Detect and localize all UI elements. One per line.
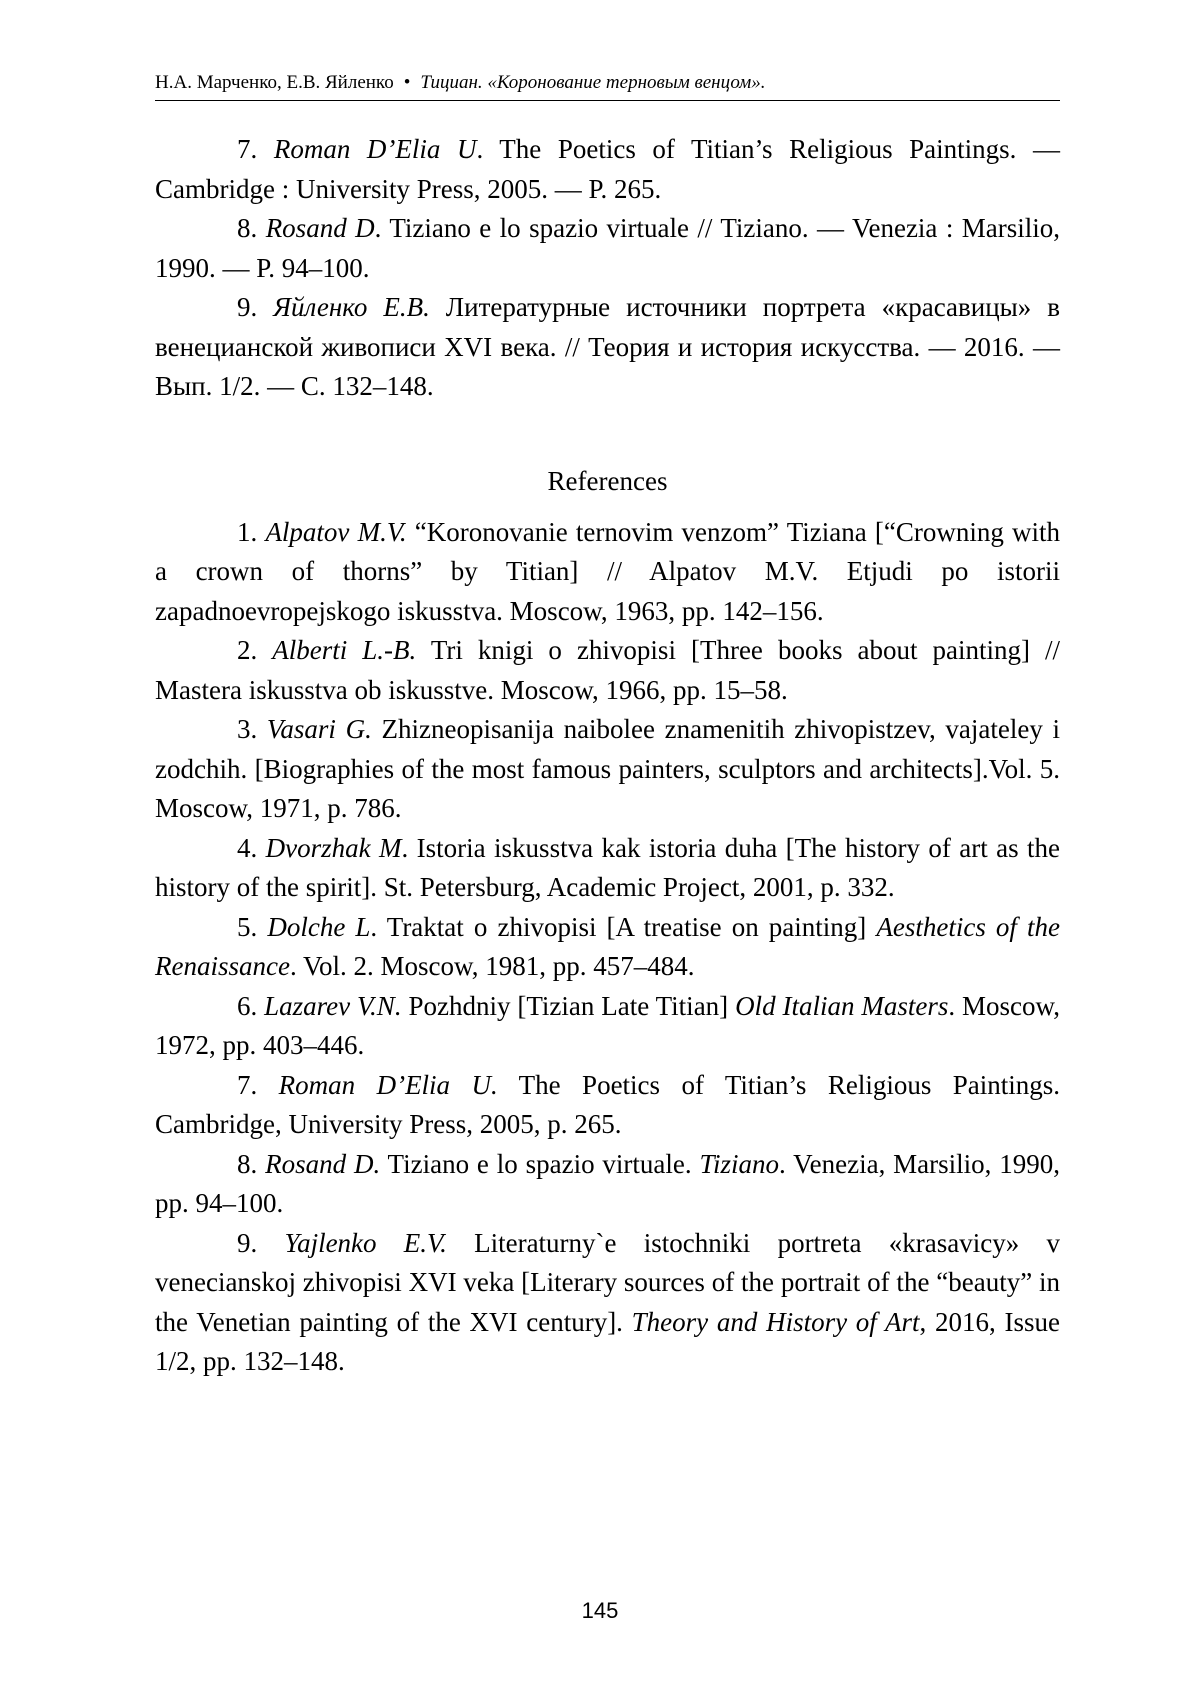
entry-text: Pozhdniy [Tizian Late Titian] xyxy=(401,990,736,1021)
entry-number: 4. xyxy=(237,832,266,863)
entry-author: Lazarev V.N. xyxy=(264,990,402,1021)
entry-author: Vasari G. xyxy=(266,714,372,744)
reference-entry xyxy=(155,1224,1060,1382)
reference-entry xyxy=(155,710,1060,829)
entry-author: Alberti L.-B. xyxy=(272,635,417,665)
entry-tail: . Moscow, 1972, pp. 403–446. xyxy=(155,990,1060,1060)
entry-source: Aesthetics of the Renaissance xyxy=(155,911,1060,981)
entry-author: Roman D’Elia U xyxy=(273,134,477,164)
entry-text: Tiziano e lo spazio virtuale. xyxy=(380,1148,700,1179)
page-number: 145 xyxy=(581,1598,619,1623)
running-header xyxy=(155,66,1060,101)
entry-author: Roman D’Elia U. xyxy=(278,1069,498,1100)
entry-text: Литературные источники портрета «красавицы» в венецианской живописи XVI века. // Теория и история искусства. — 2016. — Вып. 1/2. — С. 132–148. xyxy=(155,292,1060,401)
bibliography-entry xyxy=(155,209,1060,288)
entry-tail: . Venezia, Marsilio, 1990, pp. 94–100. xyxy=(155,1148,1061,1218)
reference-entry xyxy=(155,1145,1060,1224)
reference-entry xyxy=(155,908,1060,987)
entry-author: Dvorzhak M xyxy=(265,832,402,863)
entry-number: 9. xyxy=(237,1227,285,1258)
entry-number: 9. xyxy=(237,292,274,322)
bibliography-entry xyxy=(155,288,1060,407)
entry-text: The Poetics of Titian’s Religious Paintings. Cambridge, University Press, 2005, p. 265. xyxy=(155,1069,1061,1139)
entry-author: Alpatov M.V. xyxy=(265,516,407,547)
header-title: Тициан. «Коронование терновым венцом». xyxy=(420,72,766,93)
entry-author: Dolche L xyxy=(267,911,371,942)
entry-text: “Koronovanie ternovim venzom” Tiziana [“Crowning with a crown of thorns” by Titian] // Alpatov M.V. Etjudi po istorii zapadnoevropejskogo iskusstva. Moscow, 1963, pp. 142–156. xyxy=(155,516,1061,626)
entry-tail: , 2016, Issue 1/2, pp. 132–148. xyxy=(155,1306,1060,1376)
entry-source: Old Italian Masters xyxy=(735,990,949,1021)
bibliography-list xyxy=(155,130,1060,407)
entry-text: Literaturny`e istochniki portreta «krasavicy» v venecianskoj zhivopisi XVI veka [Literary sources of the portrait of the “beauty” in the Venetian painting of the XVI century]. xyxy=(155,1227,1061,1337)
references-list xyxy=(155,513,1060,1382)
entry-source: Theory and History of Art xyxy=(631,1306,920,1337)
reference-entry xyxy=(155,631,1060,710)
entry-number: 5. xyxy=(237,911,268,942)
entry-number: 8. xyxy=(237,213,266,243)
entry-number: 3. xyxy=(237,714,267,744)
entry-text: . Istoria iskusstva kak istoria duha [The history of art as the history of the spirit]. St. Petersburg, Academic Project, 2001, p. 332. xyxy=(155,832,1060,902)
entry-number: 1. xyxy=(237,516,266,547)
entry-author: Яйленко Е.В. xyxy=(273,292,430,322)
entry-number: 7. xyxy=(237,134,274,164)
references-heading: References xyxy=(547,465,668,496)
page-content xyxy=(155,130,1060,1382)
entry-number: 6. xyxy=(237,990,265,1021)
entry-text: Zhizneopisanija naibolee znamenitih zhivopistzev, vajateley i zodchih. [Biographies of the most famous painters, sculptors and architects].Vol. 5. Moscow, 1971, p. 786. xyxy=(155,714,1060,823)
entry-number: 8. xyxy=(237,1148,266,1179)
entry-text: . The Poetics of Titian’s Religious Paintings. — Cambridge : University Press, 2005. — P. 265. xyxy=(155,134,1060,204)
reference-entry xyxy=(155,513,1060,632)
entry-author: Rosand D. xyxy=(265,1148,381,1179)
entry-number: 2. xyxy=(237,635,273,665)
reference-entry xyxy=(155,1066,1060,1145)
entry-text: Tri knigi o zhivopisi [Three books about painting] // Mastera iskusstva ob iskusstve. Moscow, 1966, pp. 15–58. xyxy=(155,635,1060,705)
header-authors: Н.А. Марченко, Е.В. Яйленко xyxy=(155,72,394,93)
header-separator: • xyxy=(403,72,411,93)
reference-entry xyxy=(155,987,1060,1066)
entry-source: Tiziano xyxy=(699,1148,780,1179)
reference-entry xyxy=(155,829,1060,908)
entry-tail: . Vol. 2. Moscow, 1981, pp. 457–484. xyxy=(289,951,695,981)
entry-author: Yajlenko E.V. xyxy=(284,1227,447,1258)
entry-text: . Tiziano e lo spazio virtuale // Tiziano. — Venezia : Marsilio, 1990. — P. 94–100. xyxy=(155,213,1061,283)
entry-author: Rosand D xyxy=(265,213,375,243)
entry-number: 7. xyxy=(237,1069,279,1100)
entry-text: . Traktat o zhivopisi [A treatise on painting] xyxy=(370,911,877,942)
bibliography-entry xyxy=(155,130,1060,209)
